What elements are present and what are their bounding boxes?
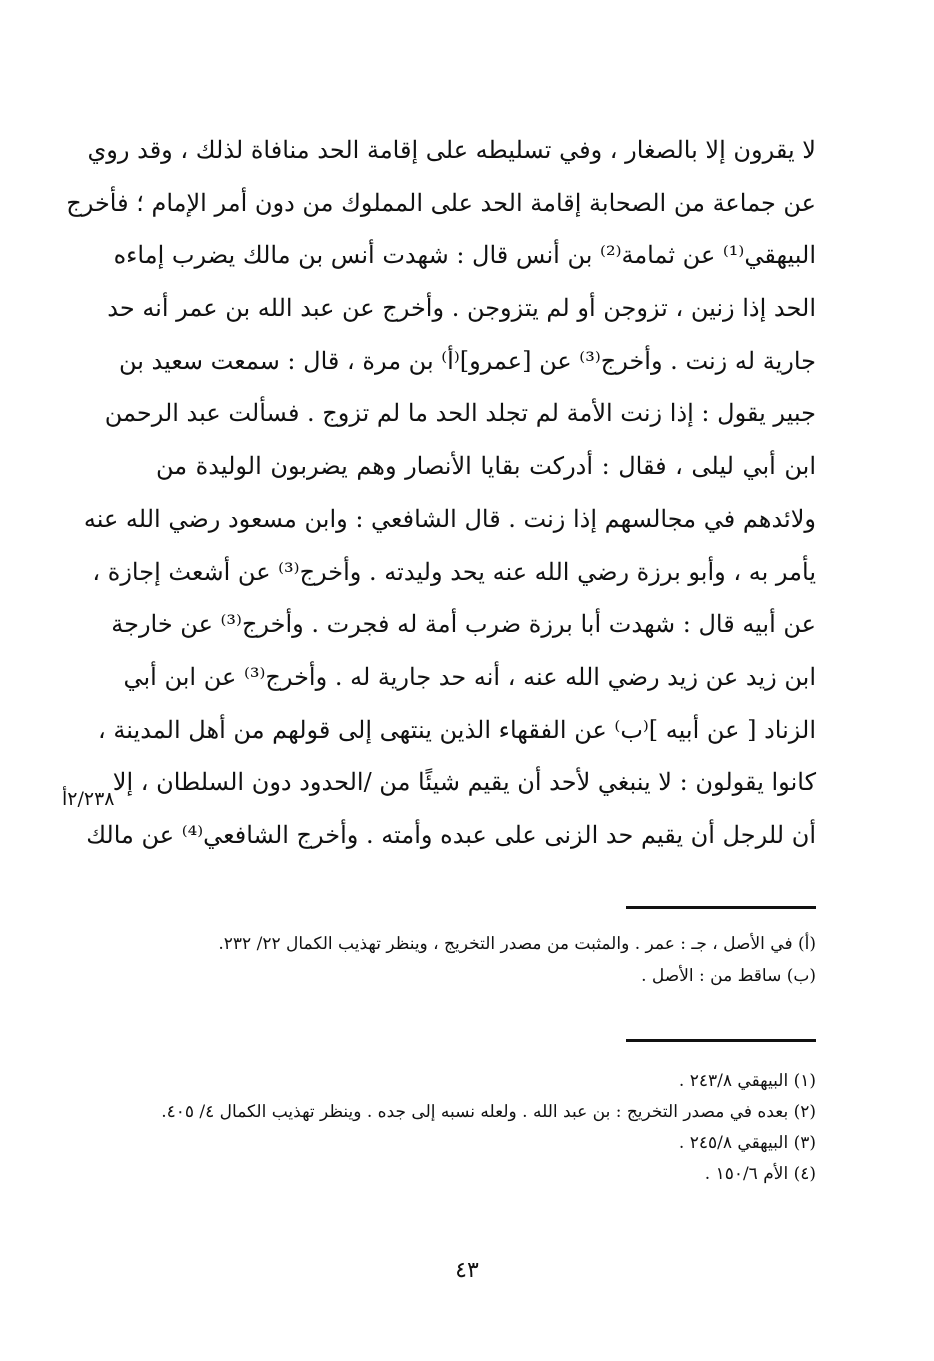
source-footnote: (٣) البيهقي ٢٤٥/٨ .	[678, 1133, 816, 1153]
source-footnote: (٢) بعده في مصدر التخريج : بن عبد الله . ولعله نسبه إلى جده . وينظر تهذيب الكمال ٤/ ٤٠٥.	[161, 1102, 816, 1122]
page-number: ٤٣	[455, 1258, 479, 1283]
main-text-line: عن جماعة من الصحابة إقامة الحد على المملوك من دون أمر الإمام ؛ فأخرج	[66, 188, 816, 217]
source-footnote: (١) البيهقي ٢٤٣/٨ .	[678, 1071, 816, 1091]
footnote-divider	[626, 906, 816, 909]
main-text-line: جبير يقول : إذا زنت الأمة لم تجلد الحد ما لم تزوج . فسألت عبد الرحمن	[104, 399, 816, 428]
footnote-divider	[626, 1039, 816, 1042]
main-text-line: ابن زيد عن زيد رضي الله عنه ، أنه حد جارية له . وأخرج⁽³⁾ عن ابن أبي	[123, 662, 816, 691]
variant-footnote: (أ) في الأصل ، جـ : عمر . والمثبت من مصدر التخريج ، وينظر تهذيب الكمال ٢٢/ ٢٣٢.	[218, 934, 816, 954]
manuscript-folio-note: ٢/٢٣٨أ	[62, 788, 115, 810]
main-text-line: البيهقي⁽¹⁾ عن ثمامة⁽²⁾ بن أنس قال : شهدت أنس بن مالك يضرب إماءه	[113, 241, 816, 270]
main-text-line: يأمر به ، وأبو برزة رضي الله عنه يحد وليدته . وأخرج⁽³⁾ عن أشعث إجازة ،	[92, 557, 816, 586]
main-text-line: كانوا يقولون : لا ينبغي لأحد أن يقيم شيئًا من /الحدود دون السلطان ، إلا	[112, 768, 816, 797]
main-text-line: ولائدهم في مجالسهم إذا زنت . قال الشافعي : وابن مسعود رضي الله عنه	[83, 504, 816, 533]
variant-footnote: (ب) ساقط من : الأصل .	[641, 966, 816, 986]
variant-footnotes	[116, 928, 816, 992]
main-text-line: لا يقرون إلا بالصغار ، وفي تسليطه على إقامة الحد منافاة لذلك ، وقد روي	[87, 136, 816, 164]
main-text-line: جارية له زنت . وأخرج⁽³⁾ عن [عمرو]⁽أ⁾ بن مرة ، قال : سمعت سعيد بن	[118, 346, 816, 375]
main-text-line: الحد إذا زنين ، تزوجن أو لم يتزوجن . وأخرج عن عبد الله بن عمر أنه حد	[107, 294, 816, 323]
main-text-line: الزناد [ عن أبيه ]⁽ب⁾ عن الفقهاء الذين ينتهى إلى قولهم من أهل المدينة ،	[98, 715, 816, 744]
main-text-line: أن للرجل أن يقيم حد الزنى على عبده وأمته . وأخرج الشافعي⁽⁴⁾ عن مالك	[86, 820, 816, 849]
source-footnote: (٤) الأم ١٥٠/٦ .	[704, 1164, 816, 1184]
main-text-line: عن أبيه قال : شهدت أبا برزة ضرب أمة له فجرت . وأخرج⁽³⁾ عن خارجة	[111, 610, 816, 639]
source-footnotes	[116, 1066, 816, 1190]
main-text-line: ابن أبي ليلى ، فقال : أدركت بقايا الأنصار وهم يضربون الوليدة من	[156, 452, 816, 481]
